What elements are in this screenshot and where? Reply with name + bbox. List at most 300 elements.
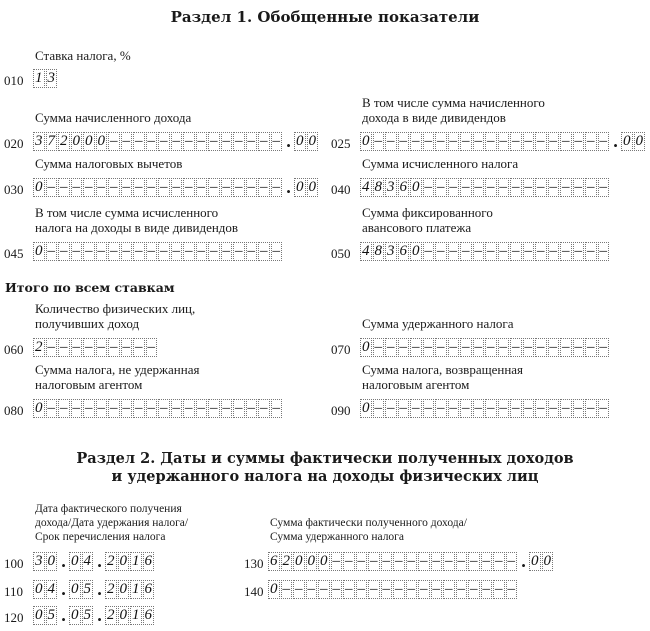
field-cell[interactable]: 0 — [35, 581, 43, 597]
field-cell[interactable]: – — [420, 553, 428, 569]
field-cell[interactable]: – — [47, 243, 55, 259]
field-cell[interactable]: – — [97, 243, 105, 259]
field-cell[interactable]: – — [307, 581, 315, 597]
field-cell[interactable]: 0 — [295, 553, 303, 569]
field-cell[interactable]: – — [399, 339, 407, 355]
field-cell[interactable]: – — [537, 243, 545, 259]
field-cell[interactable]: 0 — [362, 339, 370, 355]
field-cell[interactable]: – — [47, 339, 55, 355]
field-cell[interactable]: 0 — [296, 179, 304, 195]
field-cell[interactable]: – — [122, 133, 130, 149]
field-cell[interactable]: – — [487, 339, 495, 355]
field-cell[interactable]: – — [449, 400, 457, 416]
field-cell[interactable]: – — [374, 400, 382, 416]
f090-code: 090 — [331, 403, 351, 418]
f120-date-field[interactable] — [33, 606, 155, 625]
field-cell[interactable]: – — [210, 243, 218, 259]
field-cell[interactable]: – — [462, 243, 470, 259]
field-cell[interactable]: 0 — [412, 243, 420, 259]
field-cell[interactable]: 6 — [270, 553, 278, 569]
field-cell[interactable]: – — [574, 243, 582, 259]
field-cell[interactable]: – — [374, 133, 382, 149]
f110-date-field[interactable] — [33, 580, 155, 599]
field-cell[interactable]: – — [247, 179, 255, 195]
field-cell[interactable]: – — [445, 581, 453, 597]
field-cell[interactable]: – — [562, 339, 570, 355]
field-cell[interactable]: – — [222, 133, 230, 149]
field-cell[interactable]: – — [474, 179, 482, 195]
separator-dot: . — [612, 132, 619, 151]
field-cell[interactable]: – — [85, 339, 93, 355]
field-cell[interactable]: – — [387, 400, 395, 416]
field-cell[interactable]: 4 — [83, 553, 91, 569]
field-cell[interactable]: 0 — [72, 133, 80, 149]
field-cell[interactable]: 0 — [623, 133, 631, 149]
field-cell[interactable]: 8 — [374, 243, 382, 259]
field-cell[interactable]: – — [97, 339, 105, 355]
field-cell[interactable]: – — [412, 133, 420, 149]
field-cell[interactable]: 2 — [282, 553, 290, 569]
field-cell[interactable]: – — [172, 133, 180, 149]
field-cell[interactable]: – — [432, 553, 440, 569]
field-cell[interactable]: 1 — [132, 553, 140, 569]
field-cell[interactable]: – — [499, 243, 507, 259]
field-cell[interactable]: – — [437, 179, 445, 195]
f100-date-field[interactable] — [33, 552, 155, 571]
field-cell[interactable]: – — [110, 400, 118, 416]
field-cell[interactable]: – — [424, 339, 432, 355]
field-cell[interactable]: – — [172, 179, 180, 195]
field-cell[interactable]: – — [247, 400, 255, 416]
field-cell[interactable]: – — [549, 339, 557, 355]
field-cell[interactable]: – — [222, 400, 230, 416]
field-cell[interactable]: – — [399, 133, 407, 149]
field-cell[interactable]: – — [85, 400, 93, 416]
field-cell[interactable]: – — [462, 133, 470, 149]
field-cell[interactable]: 5 — [83, 581, 91, 597]
field-cell[interactable]: – — [147, 243, 155, 259]
field-cell[interactable]: – — [457, 553, 465, 569]
f140-field[interactable] — [268, 580, 518, 599]
f025-code: 025 — [331, 136, 351, 151]
field-cell[interactable]: – — [524, 243, 532, 259]
field-cell[interactable]: – — [72, 243, 80, 259]
f040-field[interactable] — [360, 178, 610, 197]
field-cell[interactable]: – — [247, 243, 255, 259]
field-cell[interactable]: 5 — [83, 607, 91, 623]
field-cell[interactable]: – — [197, 400, 205, 416]
field-cell[interactable]: – — [122, 400, 130, 416]
field-cell[interactable]: – — [487, 179, 495, 195]
field-cell[interactable]: – — [487, 133, 495, 149]
field-cell[interactable]: – — [110, 339, 118, 355]
f025-label-line2: дохода в виде дивидендов — [362, 110, 506, 125]
field-cell[interactable]: – — [222, 243, 230, 259]
field-cell[interactable]: – — [574, 179, 582, 195]
field-cell[interactable]: – — [512, 339, 520, 355]
field-cell[interactable]: 0 — [71, 553, 79, 569]
field-cell[interactable]: – — [387, 133, 395, 149]
field-cell[interactable]: – — [437, 133, 445, 149]
field-cell[interactable]: 4 — [362, 179, 370, 195]
field-cell[interactable]: – — [562, 133, 570, 149]
field-cell[interactable]: – — [512, 179, 520, 195]
field-cell[interactable]: – — [449, 243, 457, 259]
field-cell[interactable]: – — [60, 243, 68, 259]
field-cell[interactable]: – — [524, 400, 532, 416]
f060-label-line2: получивших доход — [35, 316, 140, 331]
field-cell[interactable]: 0 — [412, 179, 420, 195]
field-cell[interactable]: – — [412, 339, 420, 355]
field-cell[interactable]: 0 — [85, 133, 93, 149]
field-cell[interactable]: – — [135, 243, 143, 259]
field-cell[interactable]: 0 — [308, 133, 316, 149]
field-cell[interactable]: – — [72, 339, 80, 355]
field-cell[interactable]: – — [320, 581, 328, 597]
field-cell[interactable]: 6 — [144, 607, 152, 623]
field-cell[interactable]: – — [247, 133, 255, 149]
field-cell[interactable]: 7 — [47, 133, 55, 149]
field-cell[interactable]: – — [260, 133, 268, 149]
field-cell[interactable]: 0 — [362, 133, 370, 149]
field-cell[interactable]: – — [537, 400, 545, 416]
field-cell[interactable]: 0 — [531, 553, 539, 569]
field-cell[interactable]: – — [235, 400, 243, 416]
f050-field[interactable] — [360, 242, 610, 261]
field-cell[interactable]: – — [374, 339, 382, 355]
field-cell[interactable]: – — [599, 133, 607, 149]
field-cell[interactable]: – — [110, 243, 118, 259]
field-cell[interactable]: – — [407, 553, 415, 569]
field-cell[interactable]: – — [549, 243, 557, 259]
field-cell[interactable]: – — [370, 553, 378, 569]
field-cell[interactable]: – — [260, 243, 268, 259]
f060-field[interactable] — [33, 338, 158, 357]
field-cell[interactable]: 0 — [320, 553, 328, 569]
field-cell[interactable]: – — [599, 339, 607, 355]
field-cell[interactable]: 2 — [60, 133, 68, 149]
field-cell[interactable]: – — [474, 133, 482, 149]
field-cell[interactable]: – — [357, 553, 365, 569]
separator-dot: . — [520, 552, 527, 571]
field-cell[interactable]: – — [424, 179, 432, 195]
field-cell[interactable]: – — [524, 339, 532, 355]
field-cell[interactable]: – — [185, 179, 193, 195]
field-cell[interactable]: 0 — [35, 243, 43, 259]
separator-dot: . — [285, 178, 292, 197]
field-cell[interactable]: – — [437, 243, 445, 259]
field-cell[interactable]: 0 — [35, 607, 43, 623]
field-cell[interactable]: – — [160, 400, 168, 416]
field-cell[interactable]: – — [420, 581, 428, 597]
f080-label-line1: Сумма налога, не удержанная — [35, 362, 200, 377]
field-cell[interactable]: 0 — [543, 553, 551, 569]
field-cell[interactable]: – — [499, 179, 507, 195]
field-cell[interactable]: – — [399, 400, 407, 416]
field-cell[interactable]: – — [474, 243, 482, 259]
field-cell[interactable]: – — [395, 553, 403, 569]
field-cell[interactable]: 0 — [35, 400, 43, 416]
field-cell[interactable]: – — [272, 133, 280, 149]
field-cell[interactable]: – — [235, 133, 243, 149]
field-cell[interactable]: – — [562, 243, 570, 259]
field-cell[interactable]: 0 — [635, 133, 643, 149]
field-cell[interactable]: – — [412, 400, 420, 416]
field-cell[interactable]: – — [122, 339, 130, 355]
field-cell[interactable]: 0 — [308, 179, 316, 195]
field-cell[interactable]: – — [135, 400, 143, 416]
field-cell[interactable]: – — [499, 339, 507, 355]
field-cell[interactable]: – — [562, 400, 570, 416]
field-cell[interactable]: – — [432, 581, 440, 597]
field-cell[interactable]: – — [272, 243, 280, 259]
field-cell[interactable]: – — [185, 400, 193, 416]
field-cell[interactable]: 3 — [387, 179, 395, 195]
field-cell[interactable]: 0 — [296, 133, 304, 149]
field-cell[interactable]: – — [97, 400, 105, 416]
field-cell[interactable]: – — [474, 339, 482, 355]
field-cell[interactable]: 0 — [362, 400, 370, 416]
dates-label-line3: Срок перечисления налога — [35, 531, 166, 543]
field-cell[interactable]: – — [185, 243, 193, 259]
field-cell[interactable]: – — [445, 553, 453, 569]
field-cell[interactable]: – — [147, 133, 155, 149]
field-cell[interactable]: – — [60, 179, 68, 195]
field-cell[interactable]: – — [512, 243, 520, 259]
f090-label-line2: налоговым агентом — [362, 377, 470, 392]
field-cell[interactable]: – — [487, 243, 495, 259]
field-cell[interactable]: – — [147, 400, 155, 416]
separator-dot: . — [285, 132, 292, 151]
field-cell[interactable]: – — [110, 133, 118, 149]
field-cell[interactable]: – — [185, 133, 193, 149]
field-cell[interactable]: 2 — [107, 607, 115, 623]
field-cell[interactable]: – — [457, 581, 465, 597]
f070-field[interactable] — [360, 338, 610, 357]
field-cell[interactable]: – — [587, 400, 595, 416]
field-cell[interactable]: – — [160, 133, 168, 149]
field-cell[interactable]: – — [437, 400, 445, 416]
f080-field[interactable] — [33, 399, 283, 418]
field-cell[interactable]: – — [332, 553, 340, 569]
field-cell[interactable]: – — [537, 133, 545, 149]
field-cell[interactable]: – — [449, 133, 457, 149]
field-cell[interactable]: – — [487, 400, 495, 416]
field-cell[interactable]: – — [574, 400, 582, 416]
field-cell[interactable]: 5 — [47, 607, 55, 623]
field-cell[interactable]: – — [495, 553, 503, 569]
field-cell[interactable]: 0 — [307, 553, 315, 569]
field-cell[interactable]: – — [332, 581, 340, 597]
field-cell[interactable]: – — [85, 179, 93, 195]
field-cell[interactable]: 0 — [97, 133, 105, 149]
field-cell[interactable]: – — [512, 400, 520, 416]
field-cell[interactable]: 2 — [35, 339, 43, 355]
field-cell[interactable]: 0 — [270, 581, 278, 597]
field-cell[interactable]: – — [407, 581, 415, 597]
field-cell[interactable]: – — [135, 179, 143, 195]
field-cell[interactable]: – — [395, 581, 403, 597]
field-cell[interactable]: – — [260, 179, 268, 195]
field-cell[interactable]: – — [72, 400, 80, 416]
field-cell[interactable]: – — [260, 400, 268, 416]
field-cell[interactable]: 6 — [399, 243, 407, 259]
f050-label-line2: авансового платежа — [362, 220, 472, 235]
field-cell[interactable]: – — [122, 179, 130, 195]
field-cell[interactable]: – — [470, 553, 478, 569]
field-cell[interactable]: – — [599, 243, 607, 259]
field-cell[interactable]: – — [282, 581, 290, 597]
field-cell[interactable]: 4 — [362, 243, 370, 259]
field-cell[interactable]: – — [210, 179, 218, 195]
field-cell[interactable]: – — [72, 179, 80, 195]
field-cell[interactable]: 6 — [399, 179, 407, 195]
field-cell[interactable]: 8 — [374, 179, 382, 195]
field-cell[interactable]: 1 — [35, 70, 43, 86]
field-cell[interactable]: – — [587, 339, 595, 355]
field-cell[interactable]: 6 — [144, 553, 152, 569]
f040-code: 040 — [331, 182, 351, 197]
f025-field[interactable] — [360, 132, 646, 151]
field-cell[interactable]: – — [449, 179, 457, 195]
field-cell[interactable]: – — [47, 179, 55, 195]
field-cell[interactable]: – — [507, 553, 515, 569]
field-cell[interactable]: – — [462, 400, 470, 416]
field-cell[interactable]: – — [147, 179, 155, 195]
separator-dot: . — [96, 552, 103, 571]
field-cell[interactable]: 2 — [107, 581, 115, 597]
field-cell[interactable]: – — [499, 133, 507, 149]
field-cell[interactable]: – — [562, 179, 570, 195]
field-cell[interactable]: 3 — [387, 243, 395, 259]
field-cell[interactable]: 4 — [47, 581, 55, 597]
field-cell[interactable]: – — [449, 339, 457, 355]
f030-field[interactable] — [33, 178, 319, 197]
field-cell[interactable]: – — [97, 179, 105, 195]
field-cell[interactable]: – — [437, 339, 445, 355]
field-cell[interactable]: – — [587, 243, 595, 259]
field-cell[interactable]: 0 — [119, 581, 127, 597]
field-cell[interactable]: – — [160, 243, 168, 259]
field-cell[interactable]: 0 — [71, 581, 79, 597]
f020-field[interactable] — [33, 132, 319, 151]
field-cell[interactable]: – — [574, 339, 582, 355]
field-cell[interactable]: 0 — [119, 553, 127, 569]
field-cell[interactable]: – — [60, 339, 68, 355]
field-cell[interactable]: – — [370, 581, 378, 597]
f045-label-line2: налога на доходы в виде дивидендов — [35, 220, 239, 235]
field-cell[interactable]: – — [172, 243, 180, 259]
f040-label: Сумма исчисленного налога — [362, 156, 519, 171]
field-cell[interactable]: 0 — [71, 607, 79, 623]
field-cell[interactable]: – — [122, 243, 130, 259]
field-cell[interactable]: – — [424, 243, 432, 259]
field-cell[interactable]: 1 — [132, 607, 140, 623]
field-cell[interactable]: – — [482, 553, 490, 569]
f045-field[interactable] — [33, 242, 283, 261]
f110-code: 110 — [4, 584, 24, 599]
field-cell[interactable]: – — [499, 400, 507, 416]
field-cell[interactable]: 3 — [35, 133, 43, 149]
field-cell[interactable]: – — [382, 581, 390, 597]
field-cell[interactable]: – — [197, 133, 205, 149]
field-cell[interactable]: – — [197, 179, 205, 195]
f130-field[interactable] — [268, 552, 554, 571]
f090-field[interactable] — [360, 399, 610, 418]
field-cell[interactable]: – — [482, 581, 490, 597]
field-cell[interactable]: – — [172, 400, 180, 416]
field-cell[interactable]: – — [549, 179, 557, 195]
field-cell[interactable]: – — [235, 243, 243, 259]
field-cell[interactable]: – — [462, 339, 470, 355]
field-cell[interactable]: 0 — [47, 553, 55, 569]
field-cell[interactable]: – — [524, 133, 532, 149]
field-cell[interactable]: – — [272, 400, 280, 416]
field-cell[interactable]: – — [507, 581, 515, 597]
f030-label: Сумма налоговых вычетов — [35, 156, 183, 171]
field-cell[interactable]: – — [345, 553, 353, 569]
field-cell[interactable]: – — [574, 133, 582, 149]
field-cell[interactable]: – — [512, 133, 520, 149]
field-cell[interactable]: – — [587, 133, 595, 149]
field-cell[interactable]: – — [474, 400, 482, 416]
field-cell[interactable]: – — [549, 133, 557, 149]
field-cell[interactable]: – — [424, 133, 432, 149]
field-cell[interactable]: – — [235, 179, 243, 195]
field-cell[interactable]: – — [60, 400, 68, 416]
field-cell[interactable]: 2 — [107, 553, 115, 569]
field-cell[interactable]: – — [210, 400, 218, 416]
field-cell[interactable]: 6 — [144, 581, 152, 597]
field-cell[interactable]: – — [47, 400, 55, 416]
field-cell[interactable]: – — [599, 179, 607, 195]
field-cell[interactable]: 1 — [132, 581, 140, 597]
f050-code: 050 — [331, 246, 351, 261]
field-cell[interactable]: – — [357, 581, 365, 597]
field-cell[interactable]: – — [85, 243, 93, 259]
field-cell[interactable]: 3 — [35, 553, 43, 569]
field-cell[interactable]: – — [295, 581, 303, 597]
field-cell[interactable]: – — [470, 581, 478, 597]
field-cell[interactable]: – — [222, 179, 230, 195]
field-cell[interactable]: – — [462, 179, 470, 195]
field-cell[interactable]: – — [345, 581, 353, 597]
field-cell[interactable]: – — [537, 179, 545, 195]
field-cell[interactable]: – — [424, 400, 432, 416]
field-cell[interactable]: 0 — [35, 179, 43, 195]
field-cell[interactable]: – — [524, 179, 532, 195]
field-cell[interactable]: – — [110, 179, 118, 195]
field-cell[interactable]: – — [210, 133, 218, 149]
field-cell[interactable]: – — [537, 339, 545, 355]
field-cell[interactable]: – — [387, 339, 395, 355]
field-cell[interactable]: – — [495, 581, 503, 597]
field-cell[interactable]: – — [197, 243, 205, 259]
field-cell[interactable]: – — [587, 179, 595, 195]
field-cell[interactable]: 0 — [119, 607, 127, 623]
field-cell[interactable]: – — [147, 339, 155, 355]
section1-title: Раздел 1. Обобщенные показатели — [170, 8, 480, 26]
field-cell[interactable]: – — [135, 133, 143, 149]
field-cell[interactable]: – — [599, 400, 607, 416]
field-cell[interactable]: – — [549, 400, 557, 416]
field-cell[interactable]: – — [272, 179, 280, 195]
f010-field[interactable] — [33, 69, 58, 88]
field-cell[interactable]: – — [160, 179, 168, 195]
field-cell[interactable]: – — [135, 339, 143, 355]
field-cell[interactable]: – — [382, 553, 390, 569]
field-cell[interactable]: 3 — [47, 70, 55, 86]
